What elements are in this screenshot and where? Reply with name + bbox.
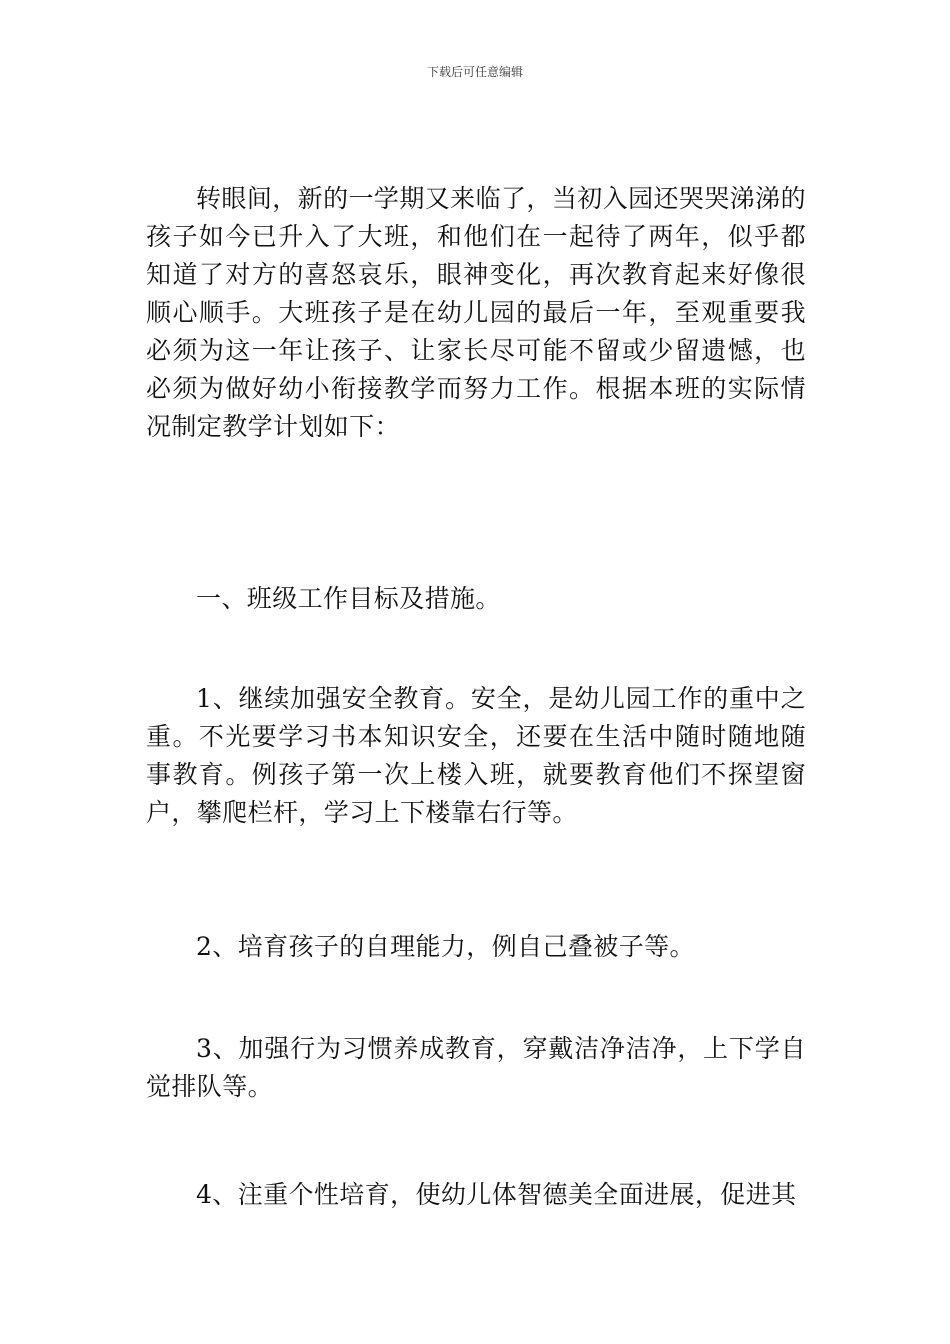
list-item-1: 1、继续加强安全教育。安全，是幼儿园工作的重中之重。不光要学习书本知识安全，还要在生活中随时随地随事教育。例孩子第一次上楼入班，就要教育他们不探望窗户，攀爬栏杆，学习上下楼靠右行等。 (146, 684, 806, 827)
section-heading: 一、班级工作目标及措施。 (196, 584, 501, 613)
page-header: 下载后可任意编辑 (426, 65, 523, 79)
list-item-2: 2、培育孩子的自理能力，例自己叠被子等。 (196, 932, 695, 961)
intro-paragraph: 转眼间，新的一学期又来临了，当初入园还哭哭涕涕的孩子如今已升入了大班，和他们在一起待了两年，似乎都知道了对方的喜怒哀乐，眼神变化，再次教育起来好像很顺心顺手。大班孩子是在幼儿园的最后一年，至观重要我必须为这一年让孩子、让家长尽可能不留或少留遗憾，也必须为做好幼小衔接教学而努力工作。根据本班的实际情况制定教学计划如下： (146, 184, 806, 441)
list-item-4: 4、注重个性培育，使幼儿体智德美全面进展，促进其 (196, 1180, 797, 1209)
list-item-3: 3、加强行为习惯养成教育，穿戴洁净洁净，上下学自觉排队等。 (146, 1034, 806, 1101)
